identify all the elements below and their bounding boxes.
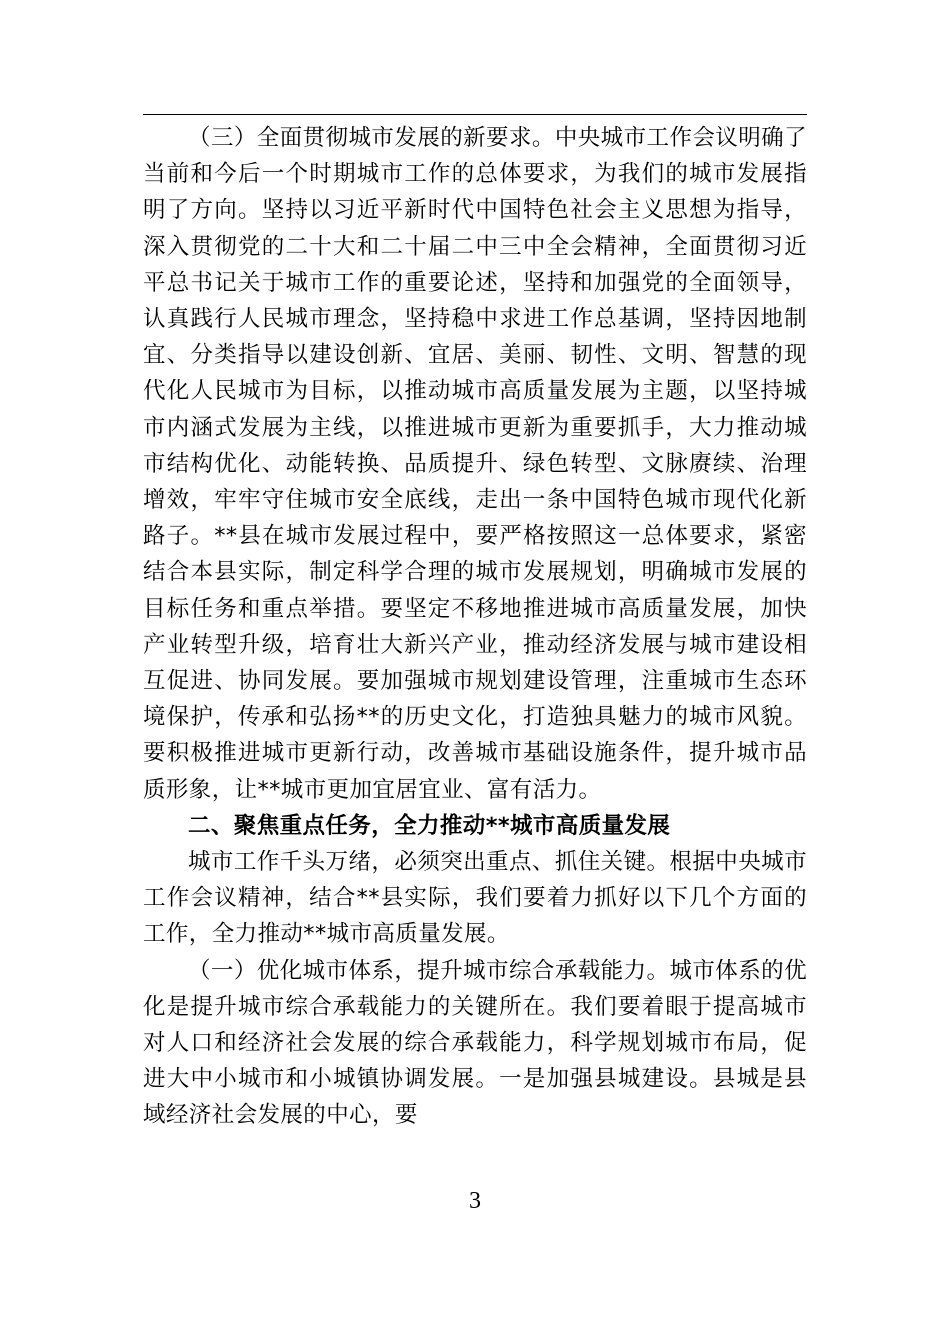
paragraph-subsection-one: （一）优化城市体系，提升城市综合承载能力。城市体系的优化是提升城市综合承载能力的关键所在。我们要着眼于提高城市对人口和经济社会发展的综合承载能力，科学规划城市布局，促进大中小城市和小城镇协调发展。一是加强县城建设。县城是县域经济社会发展的中心，要 [143,957,807,1129]
paragraph-section-three: （三）全面贯彻城市发展的新要求。中央城市工作会议明确了当前和今后一个时期城市工作的总体要求，为我们的城市发展指明了方向。坚持以习近平新时代中国特色社会主义思想为指导，深入贯彻党的二十大和二十届二中三中全会精神，全面贯彻习近平总书记关于城市工作的重要论述，坚持和加强党的全面领导，认真践行人民城市理念，坚持稳中求进工作总基调，坚持因地制宜、分类指导以建设创新、宜居、美丽、韧性、文明、智慧的现代化人民城市为目标，以推动城市高质量发展为主题，以坚持城市内涵式发展为主线，以推进城市更新为重要抓手，大力推动城市结构优化、动能转换、品质提升、绿色转型、文脉赓续、治理增效，牢牢守住城市安全底线，走出一条中国特色城市现代化新路子。**县在城市发展过程中，要严格按照这一总体要求，紧密结合本县实际，制定科学合理的城市发展规划，明确城市发展的目标任务和重点举措。要坚定不移地推进城市高质量发展，加快产业转型升级，培育壮大新兴产业，推动经济发展与城市建设相互促进、协同发展。要加强城市规划建设管理，注重城市生态环境保护，传承和弘扬**的历史文化，打造独具魅力的城市风貌。要积极推进城市更新行动，改善城市基础设施条件，提升城市品质形象，让**城市更加宜居宜业、富有活力。 [143,125,807,803]
section-heading-two: 二、聚焦重点任务，全力推动**城市高质量发展 [188,812,671,839]
header-rule [143,114,807,115]
paragraph-intro: 城市工作千头万绪，必须突出重点、抓住关键。根据中央城市工作会议精神，结合**县实际，我们要着力抓好以下几个方面的工作，全力推动**城市高质量发展。 [143,849,807,948]
page-number: 3 [469,1188,481,1214]
document-body [143,120,807,1134]
